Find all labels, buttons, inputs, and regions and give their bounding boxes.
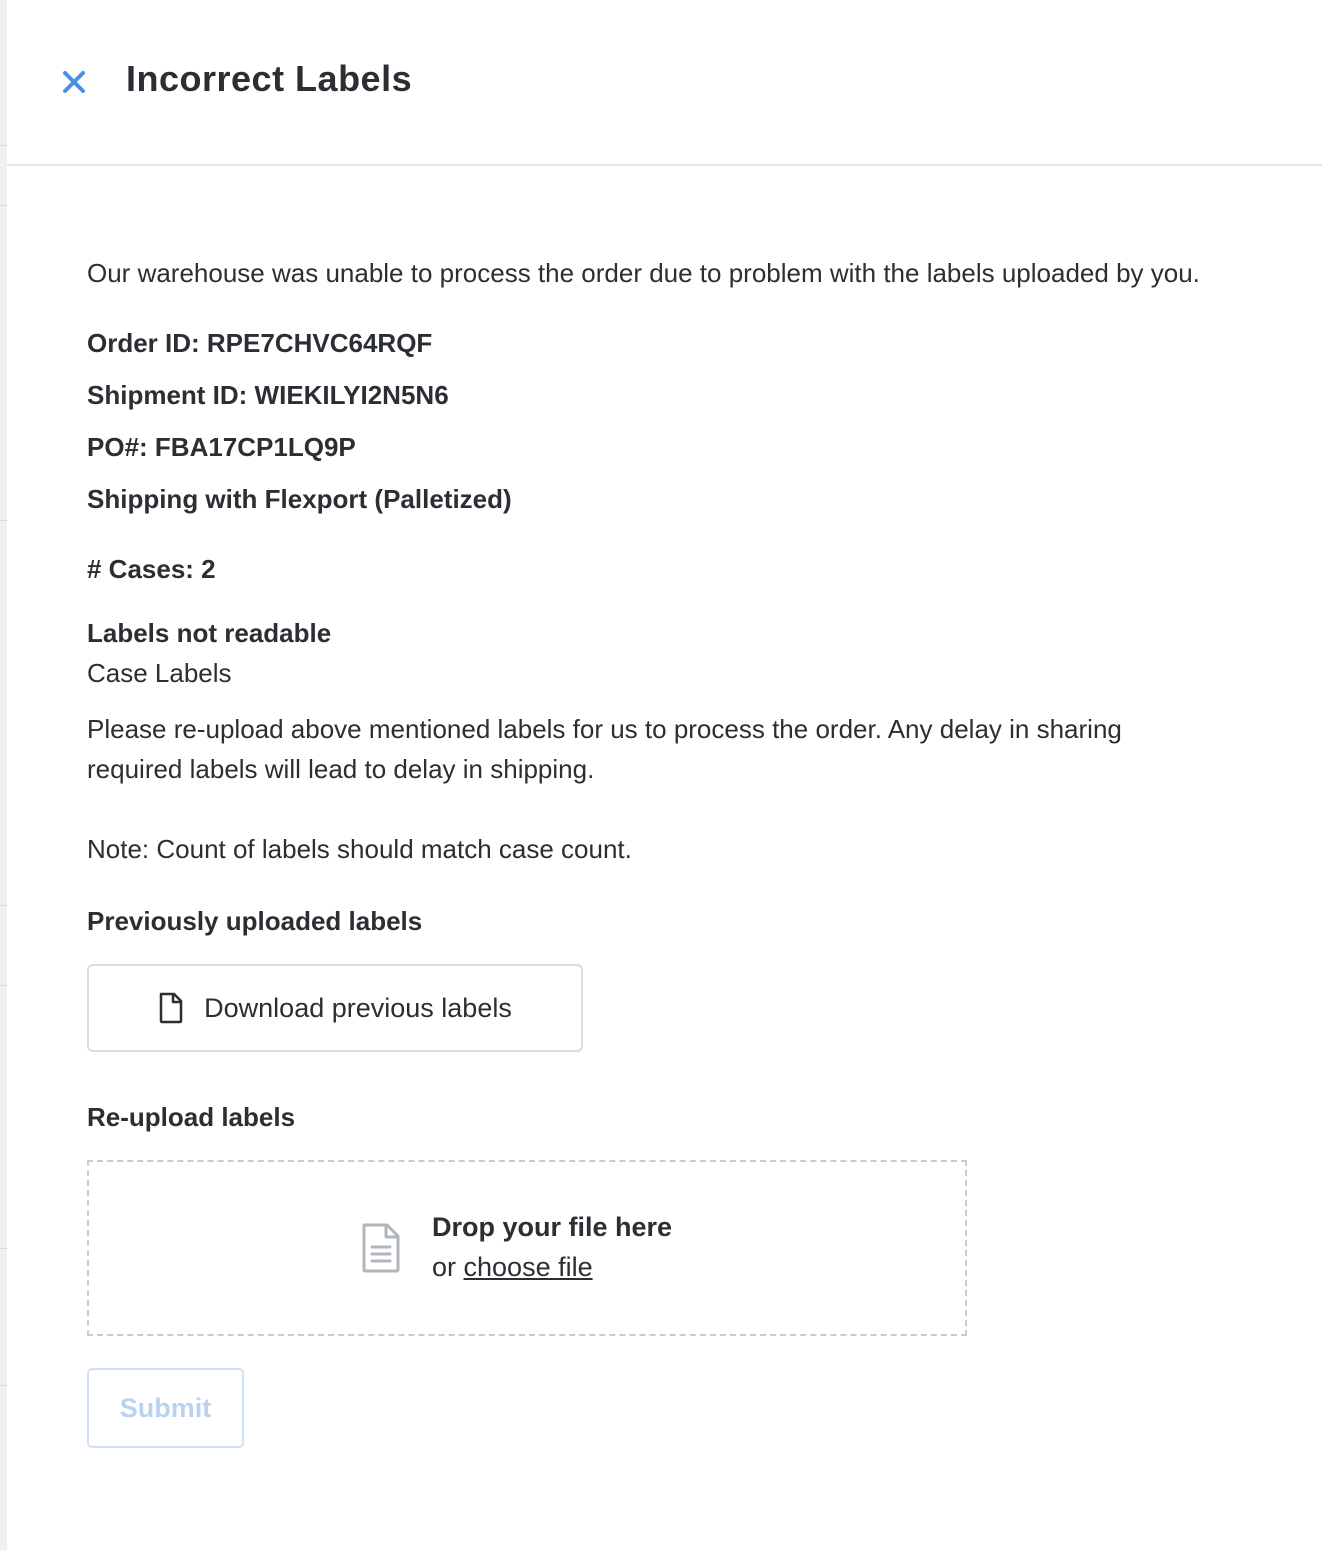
document-icon [361, 1222, 401, 1274]
download-previous-labels-button[interactable] [87, 964, 583, 1052]
reupload-heading: Re-upload labels [87, 1102, 296, 1132]
incorrect-labels-panel [7, 0, 1322, 1550]
issue-detail: Case Labels [87, 658, 232, 688]
submit-button[interactable]: Submit [87, 1368, 244, 1448]
close-icon [62, 70, 86, 94]
close-button[interactable] [54, 62, 94, 102]
shipment-id: Shipment ID: WIEKILYI2N5N6 [87, 380, 449, 410]
panel-header [7, 0, 1322, 166]
order-id: Order ID: RPE7CHVC64RQF [87, 328, 433, 358]
shipping-method: Shipping with Flexport (Palletized) [87, 484, 512, 514]
intro-text: Our warehouse was unable to process the order due to problem with the labels uploaded by you. [87, 258, 1200, 288]
po-number: PO#: FBA17CP1LQ9P [87, 432, 356, 462]
choose-file-line [432, 1252, 593, 1283]
case-count: # Cases: 2 [87, 554, 216, 584]
case-count-note: Note: Count of labels should match case count. [87, 834, 632, 864]
reupload-instructions: Please re-upload above mentioned labels for us to process the order. Any delay in sharing required labels will lead to delay in shipping. [87, 714, 1122, 784]
page-title: Incorrect Labels [126, 58, 413, 99]
download-button-label: Download previous labels [204, 992, 512, 1023]
issue-title: Labels not readable [87, 618, 332, 648]
choose-file-link[interactable]: choose file [463, 1252, 593, 1282]
file-dropzone[interactable] [87, 1160, 967, 1336]
file-icon [158, 992, 184, 1024]
previous-labels-heading: Previously uploaded labels [87, 906, 423, 936]
or-text: or [432, 1252, 464, 1282]
drop-file-text: Drop your file here [432, 1212, 673, 1242]
